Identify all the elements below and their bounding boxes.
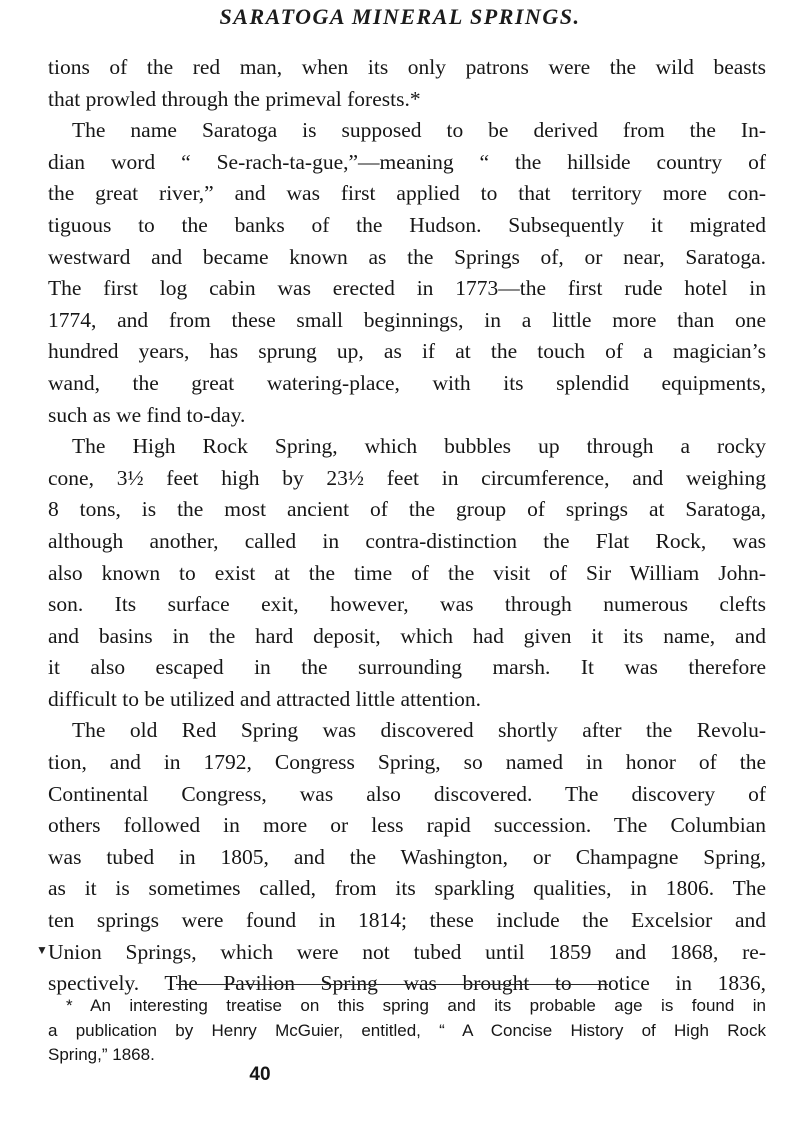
- text-line: that prowled through the primeval forests.*: [48, 86, 421, 111]
- text-line: son. Its surface exit, however, was through numerous clefts: [48, 592, 766, 617]
- text-line: Union Springs, which were not tubed until 1859 and 1868, re-: [48, 939, 766, 964]
- text-line: 8 tons, is the most ancient of the group of springs at Saratoga,: [48, 497, 766, 522]
- text-line: was tubed in 1805, and the Washington, or Champagne Spring,: [48, 844, 766, 869]
- text-line: also known to exist at the time of the visit of Sir William John-: [48, 560, 766, 585]
- text-line: tions of the red man, when its only patrons were the wild beasts: [48, 55, 766, 79]
- footnote-rule: [176, 984, 608, 985]
- text-line: such as we find to-day.: [48, 402, 246, 427]
- text-line: The old Red Spring was discovered shortly after the Revolu-: [72, 718, 766, 743]
- text-line: 1774, and from these small beginnings, in a little more than one: [48, 307, 766, 332]
- text-line: The name Saratoga is supposed to be derived from the In-: [72, 118, 766, 143]
- text-line: tion, and in 1792, Congress Spring, so named in honor of the: [48, 750, 766, 775]
- text-line: spectively. The Pavilion Spring was brought to notice in 1836,: [48, 971, 766, 996]
- footnote-line: * An interesting treatise on this spring and its probable age is found in: [66, 996, 766, 1015]
- footnote-line: a publication by Henry McGuier, entitled, “ A Concise History of High Rock: [48, 1020, 766, 1040]
- text-line: ten springs were found in 1814; these include the Excelsior and: [48, 908, 766, 933]
- text-line: dian word “ Se-rach-ta-gue,”—meaning “ the hillside country of: [48, 149, 766, 174]
- text-line: as it is sometimes called, from its sparkling qualities, in 1806. The: [48, 876, 766, 901]
- footnote-line: Spring,” 1868.: [48, 1045, 155, 1064]
- text-line: wand, the great watering-place, with its splendid equipments,: [48, 370, 766, 395]
- text-line: The first log cabin was erected in 1773—the first rude hotel in: [48, 276, 766, 301]
- text-line: and basins in the hard deposit, which had given it its name, and: [48, 623, 766, 648]
- text-line: it also escaped in the surrounding marsh. It was therefore: [48, 655, 766, 680]
- footnote: [48, 994, 766, 1068]
- text-line: others followed in more or less rapid succession. The Columbian: [48, 813, 766, 838]
- text-line: Continental Congress, was also discovered. The discovery of: [48, 781, 766, 806]
- text-line: difficult to be utilized and attracted little attention.: [48, 686, 482, 711]
- page-number: 40: [249, 1064, 271, 1085]
- text-line: although another, called in contra-distinction the Flat Rock, was: [48, 528, 766, 553]
- text-line: cone, 3½ feet high by 23½ feet in circumference, and weighing: [48, 465, 766, 490]
- running-head: SARATOGA MINERAL SPRINGS.: [219, 4, 581, 29]
- text-line: hundred years, has sprung up, as if at the touch of a magician’s: [48, 339, 766, 364]
- ink-speck: ▼: [36, 943, 48, 957]
- text-line: The High Rock Spring, which bubbles up through a rocky: [72, 434, 766, 459]
- body-text: [48, 52, 766, 1000]
- text-line: westward and became known as the Springs of, or near, Saratoga.: [48, 244, 766, 269]
- text-line: tiguous to the banks of the Hudson. Subsequently it migrated: [48, 212, 766, 237]
- text-line: the great river,” and was first applied to that territory more con-: [48, 181, 766, 206]
